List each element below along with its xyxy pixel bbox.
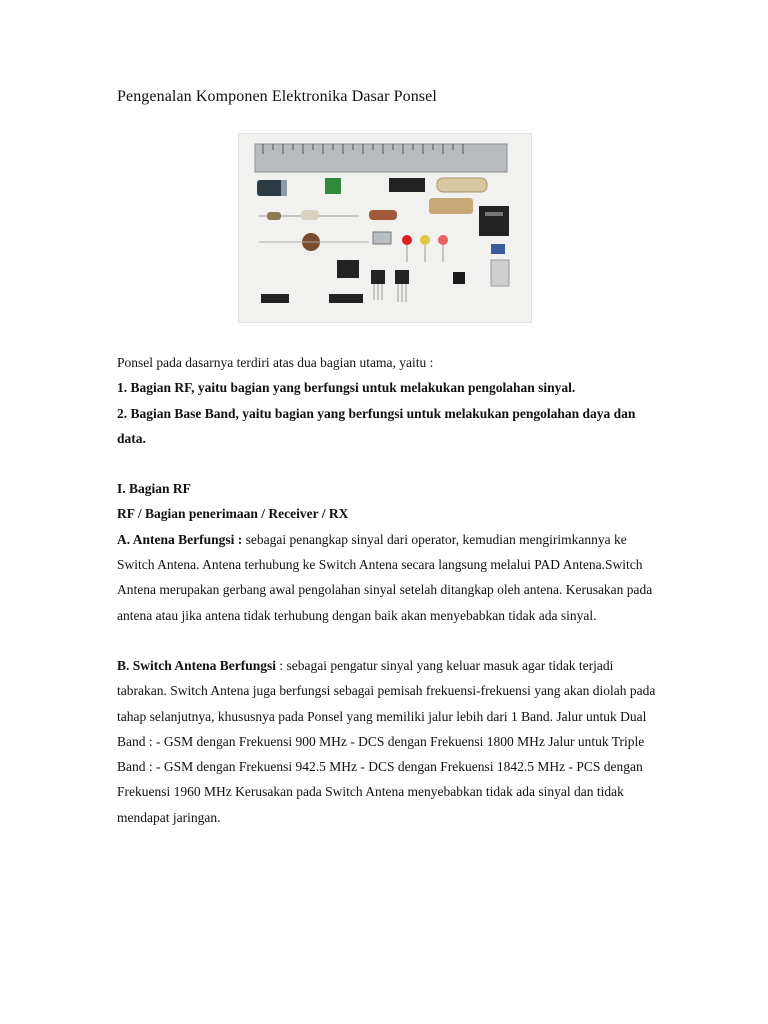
list-item: 2. Bagian Base Band, yaitu bagian yang berfungsi untuk melakukan pengolahan daya dan data. xyxy=(117,405,636,446)
components-photo xyxy=(238,133,532,323)
section-heading: I. Bagian RF xyxy=(117,481,191,497)
subsection-heading: RF / Bagian penerimaan / Receiver / RX xyxy=(117,506,349,522)
antena-label: A. Antena Berfungsi : xyxy=(117,531,243,547)
intro-paragraph: Ponsel pada dasarnya terdiri atas dua bagian utama, yaitu : xyxy=(117,355,434,370)
switch-antena-text: : sebagai pengatur sinyal yang keluar masuk agar tidak terjadi tabrakan. Switch Antena juga berfungsi sebagai pemisah frekuensi-frekuensi yang akan diolah pada tahap selanjutnya, khususnya pada Ponsel yang memiliki jalur lebih dari 1 Band. Jalur untuk Dual Band : - GSM dengan Frekuensi 900 MHz - DCS dengan Frekuensi 1800 MHz Jalur untuk Triple Band : - GSM dengan Frekuensi 942.5 MHz - DCS dengan Frekuensi 1842.5 MHz - PCS dengan Frekuensi 1960 MHz Kerusakan pada Switch Antena menyebabkan tidak ada sinyal dan tidak mendapat jaringan. xyxy=(117,657,656,825)
spacer xyxy=(117,628,657,653)
document-body xyxy=(117,350,657,830)
list-item: 1. Bagian RF, yaitu bagian yang berfungsi untuk melakukan pengolahan sinyal. xyxy=(117,380,576,396)
switch-antena-paragraph xyxy=(117,653,657,830)
antena-paragraph xyxy=(117,527,657,628)
spacer xyxy=(117,451,657,476)
components-illustration xyxy=(239,134,531,322)
antena-text: sebagai penangkap sinyal dari operator, kemudian mengirimkannya ke Switch Antena. Antena terhubung ke Switch Antena secara langsung melalui PAD Antena.Switch Antena merupakan gerbang awal pengolahan sinyal setelah ditangkap oleh antena. Kerusakan pada antena atau jika antena tidak terhubung dengan baik akan menyebabkan tidak ada sinyal. xyxy=(117,531,653,623)
switch-antena-label: B. Switch Antena Berfungsi xyxy=(117,657,277,673)
page-title: Pengenalan Komponen Elektronika Dasar Ponsel xyxy=(117,88,437,105)
